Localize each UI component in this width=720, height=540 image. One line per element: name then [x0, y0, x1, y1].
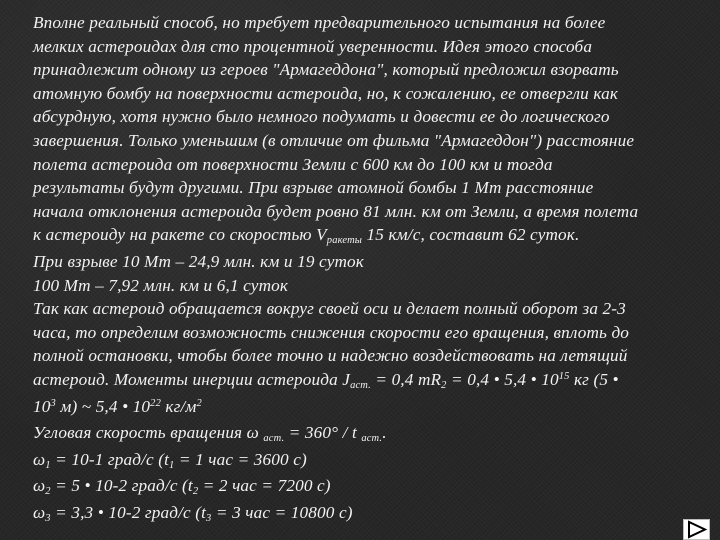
- text-line-20: [33, 474, 693, 501]
- text-line-21: [33, 501, 693, 528]
- subscript-ast: аст.: [361, 433, 383, 445]
- text-segment: ω: [33, 449, 46, 469]
- text-segment: = 0,4 • 5,4 • 10: [446, 369, 559, 389]
- text-segment: = 360° / t: [284, 423, 362, 443]
- text-segment: = 1 час = 3600 с): [174, 449, 307, 469]
- text-segment: 15 км/с, составит 62 суток.: [362, 225, 580, 245]
- text-line-18: [33, 421, 693, 448]
- text-line-3: принадлежит одному из героев "Армагеддона", который предложил взорвать: [33, 60, 619, 80]
- subscript-2: 2: [45, 486, 51, 498]
- slide-text: [33, 11, 693, 527]
- text-line-6: завершения. Только уменьшим (в отличие от фильма "Армагеддон") расстояние: [33, 130, 635, 150]
- text-segment: = 3 час = 10800 с): [211, 502, 353, 522]
- subscript-3: 3: [206, 512, 212, 524]
- subscript-ast: аст.: [263, 433, 285, 445]
- text-segment: к астероиду на ракете со скоростью V: [33, 225, 327, 245]
- superscript-22: 22: [150, 397, 161, 409]
- text-line-11: При взрыве 10 Мт – 24,9 млн. км и 19 суток: [33, 251, 364, 271]
- superscript-15: 15: [558, 370, 570, 382]
- text-line-15: полной остановки, чтобы более точно и надежно воздействовать на летящий: [33, 346, 628, 366]
- text-line-1: Вполне реальный способ, но требует предварительного испытания на более: [33, 13, 606, 32]
- text-segment: кг/м: [160, 396, 197, 416]
- subscript-2: 2: [192, 486, 199, 498]
- text-line-10: [33, 223, 693, 250]
- text-segment: = 0,4 m: [370, 369, 431, 389]
- text-segment: = 3,3 • 10-2 град/с (t: [50, 502, 207, 522]
- text-line-19: [33, 448, 693, 475]
- superscript-2: 2: [196, 397, 202, 409]
- subscript-ast: аст.: [350, 379, 371, 391]
- text-segment: кг (5 •: [569, 369, 619, 389]
- play-triangle-icon: [684, 520, 709, 539]
- text-line-16: [33, 368, 693, 395]
- text-line-5: абсурдную, хотя нужно было немного подумать и довести ее до логического: [33, 107, 610, 127]
- text-segment: = 2 час = 7200 с): [198, 476, 331, 496]
- subscript-3: 3: [45, 512, 51, 524]
- text-line-17: [33, 395, 693, 422]
- text-segment: 10: [33, 396, 51, 416]
- text-line-8: результаты будут другими. При взрыве атомной бомбы 1 Мт расстояние: [33, 178, 594, 198]
- text-segment: Угловая скорость вращения ω: [33, 423, 264, 443]
- text-line-12: 100 Мт – 7,92 млн. км и 6,1 суток: [33, 275, 289, 295]
- text-line-7: полета астероида от поверхности Земли с 600 км до 100 км и тогда: [33, 154, 553, 174]
- text-line-14: часа, то определим возможность снижения скорости его вращения, вплоть до: [33, 322, 630, 342]
- text-line-13: Так как астероид обращается вокруг своей оси и делает полный оборот за 2-3: [33, 299, 626, 319]
- text-segment: R: [430, 369, 442, 389]
- text-segment: м) ~ 5,4 • 10: [55, 396, 151, 416]
- text-segment: = 10-1 град/с (t: [50, 449, 170, 469]
- next-slide-button[interactable]: [683, 519, 710, 540]
- text-segment: = 5 • 10-2 град/с (t: [50, 476, 193, 496]
- text-line-9: начала отклонения астероида будет ровно 81 млн. км от Земли, а время полета: [33, 201, 639, 221]
- text-line-2: мелких астероидах для сто процентной уверенности. Идея этого способа: [33, 36, 593, 56]
- text-segment: ω: [33, 502, 46, 522]
- subscript-1: 1: [45, 459, 51, 471]
- text-segment: ω: [33, 476, 46, 496]
- text-segment: .: [382, 423, 387, 443]
- subscript-1: 1: [169, 459, 175, 471]
- text-segment: астероид. Моменты инерции астероида J: [33, 369, 351, 389]
- superscript-3: 3: [50, 397, 56, 409]
- subscript-2: 2: [441, 379, 447, 391]
- subscript-rakety: ракеты: [326, 235, 363, 247]
- text-line-4: атомную бомбу на поверхности астероида, но, к сожалению, ее отвергли как: [33, 83, 619, 103]
